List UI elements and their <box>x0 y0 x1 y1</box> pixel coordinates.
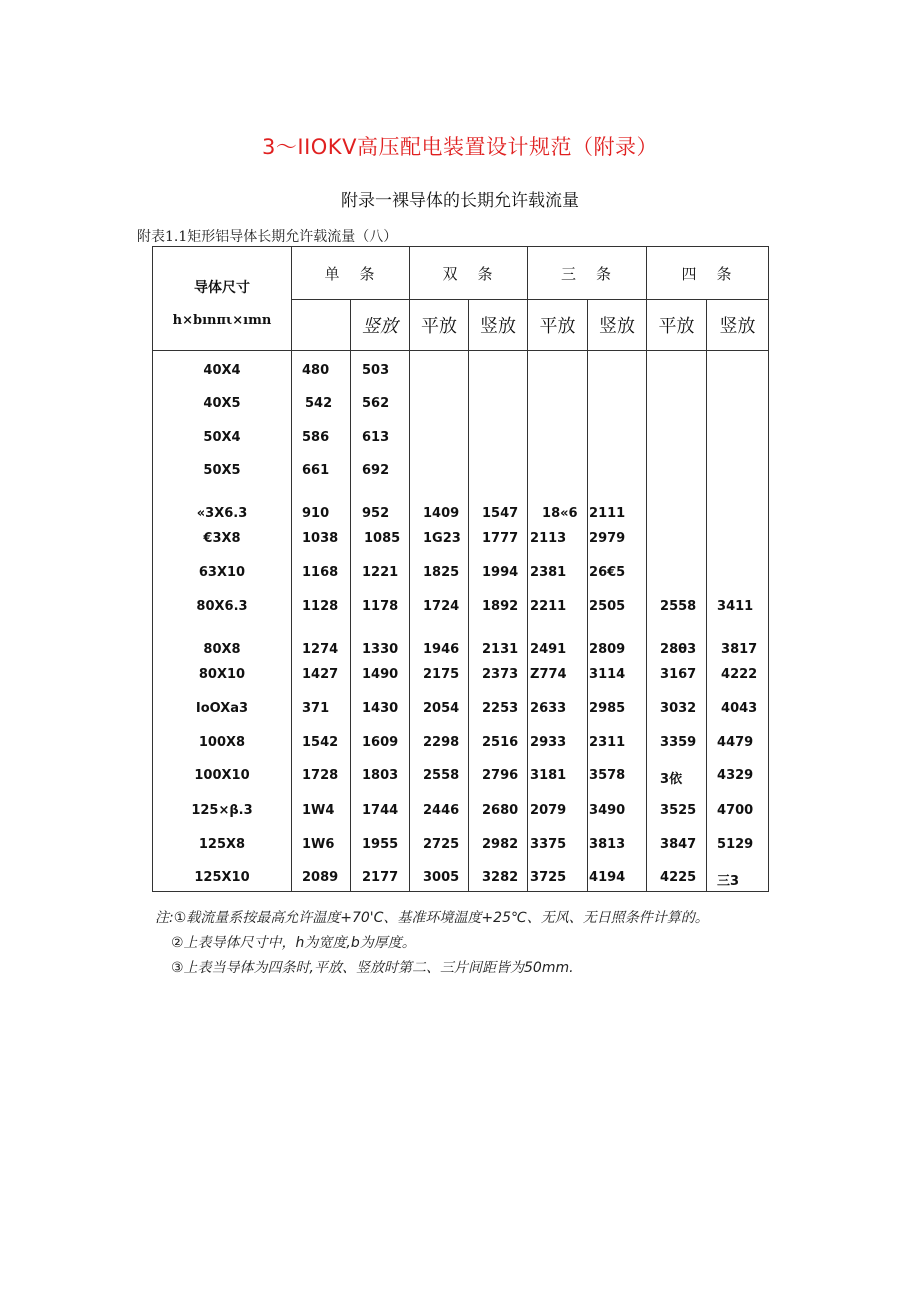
value-cell: 1427 <box>302 667 339 682</box>
value-cell: 371 <box>302 701 330 716</box>
value-cell: 613 <box>362 430 390 445</box>
size-cell: 63X10 <box>198 565 246 580</box>
subheader-triple-vertical: 竖放 <box>588 300 647 351</box>
value-cell: 542 <box>305 396 333 411</box>
value-cell: 4329 <box>717 768 754 783</box>
value-cell: 1777 <box>482 531 519 546</box>
value-cell: 1G23 <box>423 531 461 546</box>
subheader-triple-flat: 平放 <box>528 300 588 351</box>
header-group-triple: 三条 <box>528 247 647 300</box>
document-title: 3～IIOKV高压配电装置设计规范（附录） <box>262 135 658 159</box>
note-2: ②上表导体尺寸中，h为宽度,b为厚度。 <box>171 935 416 951</box>
value-cell: 2796 <box>482 768 519 783</box>
table-notes <box>155 906 709 981</box>
subheader-quad-vertical: 竖放 <box>707 300 769 351</box>
size-cell: 125X10 <box>194 870 250 885</box>
value-cell: 480 <box>302 363 330 378</box>
value-cell: 3725 <box>530 870 567 885</box>
size-cell: 100X8 <box>198 735 246 750</box>
value-cell: 1609 <box>362 735 399 750</box>
value-cell: 28θ3 <box>660 642 697 657</box>
value-cell: 3依 <box>660 772 683 787</box>
value-cell: 1744 <box>362 803 399 818</box>
value-cell: 3525 <box>660 803 697 818</box>
value-cell: 2373 <box>482 667 519 682</box>
subheader-double-vertical: 竖放 <box>469 300 528 351</box>
value-cell: 4225 <box>660 870 697 885</box>
size-cell: 80X8 <box>203 642 241 657</box>
size-cell: 100X10 <box>194 768 250 783</box>
value-cell: 586 <box>302 430 330 445</box>
size-cell: 50X4 <box>203 430 241 445</box>
value-cell: 2516 <box>482 735 519 750</box>
value-cell: 2113 <box>530 531 567 546</box>
value-cell: 4700 <box>717 803 754 818</box>
value-cell: 3375 <box>530 837 567 852</box>
value-cell: 1409 <box>423 506 460 521</box>
value-cell: 1542 <box>302 735 339 750</box>
value-cell: 2680 <box>482 803 519 818</box>
header-size-units: h×bınπι×ımn <box>172 313 272 328</box>
value-cell: 1128 <box>302 599 339 614</box>
value-cell: 1547 <box>482 506 519 521</box>
value-cell: 1955 <box>362 837 399 852</box>
ampacity-table <box>152 246 769 892</box>
value-cell: 3005 <box>423 870 460 885</box>
size-cell: «3X6.3 <box>196 506 248 521</box>
header-group-quad: 四条 <box>647 247 769 300</box>
value-cell: 1994 <box>482 565 519 580</box>
column-6 <box>588 351 647 892</box>
value-cell: 2089 <box>302 870 339 885</box>
value-cell: 952 <box>362 506 390 521</box>
table-body <box>153 351 769 892</box>
value-cell: 18«6 <box>542 506 578 521</box>
value-cell: 3847 <box>660 837 697 852</box>
section-subtitle: 附录一裸导体的长期允许载流量 <box>341 191 579 211</box>
value-cell: 4194 <box>589 870 626 885</box>
value-cell: 2111 <box>589 506 626 521</box>
value-cell: 5129 <box>717 837 754 852</box>
size-cell: 125×β.3 <box>191 803 253 818</box>
value-cell: 3181 <box>530 768 567 783</box>
column-3 <box>410 351 469 892</box>
header-size-label: 导体尺寸 <box>194 280 250 296</box>
value-cell: 2558 <box>660 599 697 614</box>
value-cell: 2131 <box>482 642 519 657</box>
value-cell: 3578 <box>589 768 626 783</box>
value-cell: 2079 <box>530 803 567 818</box>
size-cell: 50X5 <box>203 463 241 478</box>
value-cell: 3167 <box>660 667 697 682</box>
value-cell: 3813 <box>589 837 626 852</box>
value-cell: 2933 <box>530 735 567 750</box>
value-cell: 1946 <box>423 642 460 657</box>
value-cell: 26€5 <box>589 565 626 580</box>
value-cell: 1330 <box>362 642 399 657</box>
value-cell: 2558 <box>423 768 460 783</box>
size-cell: 80X6.3 <box>196 599 248 614</box>
value-cell: 3490 <box>589 803 626 818</box>
value-cell: 4222 <box>721 667 758 682</box>
subheader-double-flat: 平放 <box>410 300 469 351</box>
value-cell: 1W6 <box>302 837 335 852</box>
size-cell: IoOXa3 <box>195 701 249 716</box>
table-caption: 附表1.1矩形铝导体长期允许载流量（八） <box>137 229 398 245</box>
value-cell: 503 <box>362 363 390 378</box>
value-cell: 661 <box>302 463 330 478</box>
value-cell: 2446 <box>423 803 460 818</box>
value-cell: 1038 <box>302 531 339 546</box>
value-cell: 2381 <box>530 565 567 580</box>
value-cell: 2985 <box>589 701 626 716</box>
column-8 <box>707 351 769 892</box>
value-cell: 3817 <box>721 642 758 657</box>
column-1 <box>292 351 351 892</box>
value-cell: 2979 <box>589 531 626 546</box>
column-0 <box>153 351 292 892</box>
value-cell: 2809 <box>589 642 626 657</box>
value-cell: Z774 <box>530 667 567 682</box>
size-cell: 40X5 <box>203 396 241 411</box>
value-cell: 2177 <box>362 870 399 885</box>
value-cell: 2633 <box>530 701 567 716</box>
value-cell: 1825 <box>423 565 460 580</box>
size-cell: 125X8 <box>198 837 246 852</box>
note-3: ③上表当导体为四条时,平放、竖放时第二、三片间距皆为50mm. <box>171 960 574 976</box>
value-cell: 2054 <box>423 701 460 716</box>
value-cell: 1W4 <box>302 803 335 818</box>
value-cell: 3032 <box>660 701 697 716</box>
subheader-quad-flat: 平放 <box>647 300 707 351</box>
column-2 <box>351 351 410 892</box>
header-group-double: 双条 <box>410 247 528 300</box>
value-cell: 692 <box>362 463 390 478</box>
note-1: 注:①载流量系按最高允许温度+70'C、基准环境温度+25℃、无风、无日照条件计算的。 <box>155 910 709 926</box>
value-cell: 2298 <box>423 735 460 750</box>
value-cell: 2175 <box>423 667 460 682</box>
size-cell: 80X10 <box>198 667 246 682</box>
header-group-single: 单条 <box>292 247 410 300</box>
header-conductor-size <box>153 247 292 351</box>
value-cell: 3282 <box>482 870 519 885</box>
value-cell: 1892 <box>482 599 519 614</box>
value-cell: 三3 <box>717 874 740 889</box>
value-cell: 910 <box>302 506 330 521</box>
value-cell: 3359 <box>660 735 697 750</box>
value-cell: 2725 <box>423 837 460 852</box>
value-cell: 4043 <box>721 701 758 716</box>
value-cell: 1490 <box>362 667 399 682</box>
value-cell: 1178 <box>362 599 399 614</box>
column-4 <box>469 351 528 892</box>
value-cell: 1728 <box>302 768 339 783</box>
value-cell: 3114 <box>589 667 626 682</box>
value-cell: 2311 <box>589 735 626 750</box>
size-cell: 40X4 <box>203 363 241 378</box>
value-cell: 1274 <box>302 642 339 657</box>
value-cell: 2982 <box>482 837 519 852</box>
value-cell: 1430 <box>362 701 399 716</box>
subheader-single-flat <box>292 300 351 351</box>
value-cell: 3411 <box>717 599 754 614</box>
value-cell: 1221 <box>362 565 399 580</box>
column-5 <box>528 351 588 892</box>
value-cell: 2505 <box>589 599 626 614</box>
size-cell: €3X8 <box>203 531 241 546</box>
value-cell: 1085 <box>364 531 401 546</box>
value-cell: 4479 <box>717 735 754 750</box>
value-cell: 1724 <box>423 599 460 614</box>
value-cell: 1168 <box>302 565 339 580</box>
column-7 <box>647 351 707 892</box>
value-cell: 1803 <box>362 768 399 783</box>
value-cell: 562 <box>362 396 390 411</box>
value-cell: 2491 <box>530 642 567 657</box>
value-cell: 2211 <box>530 599 567 614</box>
subheader-single-vertical: 竖放 <box>351 300 410 351</box>
value-cell: 2253 <box>482 701 519 716</box>
